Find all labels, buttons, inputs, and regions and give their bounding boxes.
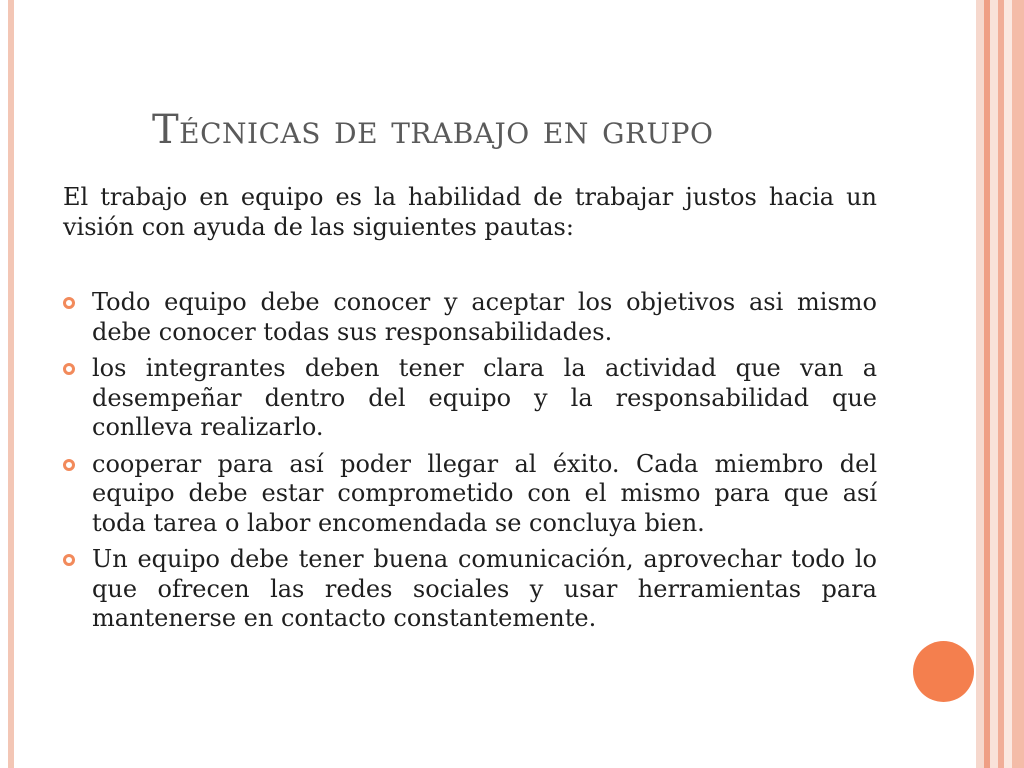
bullet-text: Un equipo debe tener buena comunicación, aprovechar todo lo que ofrecen las redes sociales y usar herramientas para mantenerse en contacto constantemente. [92, 545, 877, 632]
right-stripe-decoration [990, 0, 998, 768]
bullet-item [63, 545, 877, 634]
left-border-decoration [8, 0, 14, 768]
intro-paragraph: El trabajo en equipo es la habilidad de trabajar justos hacia un visión con ayuda de las siguientes pautas: [63, 183, 877, 241]
bullet-text: cooperar para así poder llegar al éxito. Cada miembro del equipo debe estar comprometido con el mismo para que así toda tarea o labor encomendada se concluya bien. [92, 449, 877, 537]
orange-circle-decoration [913, 641, 974, 702]
bullet-list [63, 288, 877, 641]
bullet-item [63, 450, 877, 539]
bullet-ring-icon [63, 363, 75, 375]
bullet-text: los integrantes deben tener clara la actividad que van a desempeñar dentro del equipo y la responsabilidad que conlleva realizarlo. [92, 354, 877, 441]
bullet-item [63, 288, 877, 347]
right-stripe-decoration [976, 0, 984, 768]
slide-title: Técnicas de trabajo en grupo [152, 107, 714, 153]
bullet-ring-icon [63, 554, 75, 566]
right-stripe-decoration [1012, 0, 1024, 768]
bullet-ring-icon [63, 459, 75, 471]
right-stripe-decoration [1004, 0, 1012, 768]
bullet-ring-icon [63, 297, 75, 309]
bullet-text: Todo equipo debe conocer y aceptar los objetivos asi mismo debe conocer todas sus responsabilidades. [92, 288, 877, 346]
bullet-item [63, 354, 877, 443]
